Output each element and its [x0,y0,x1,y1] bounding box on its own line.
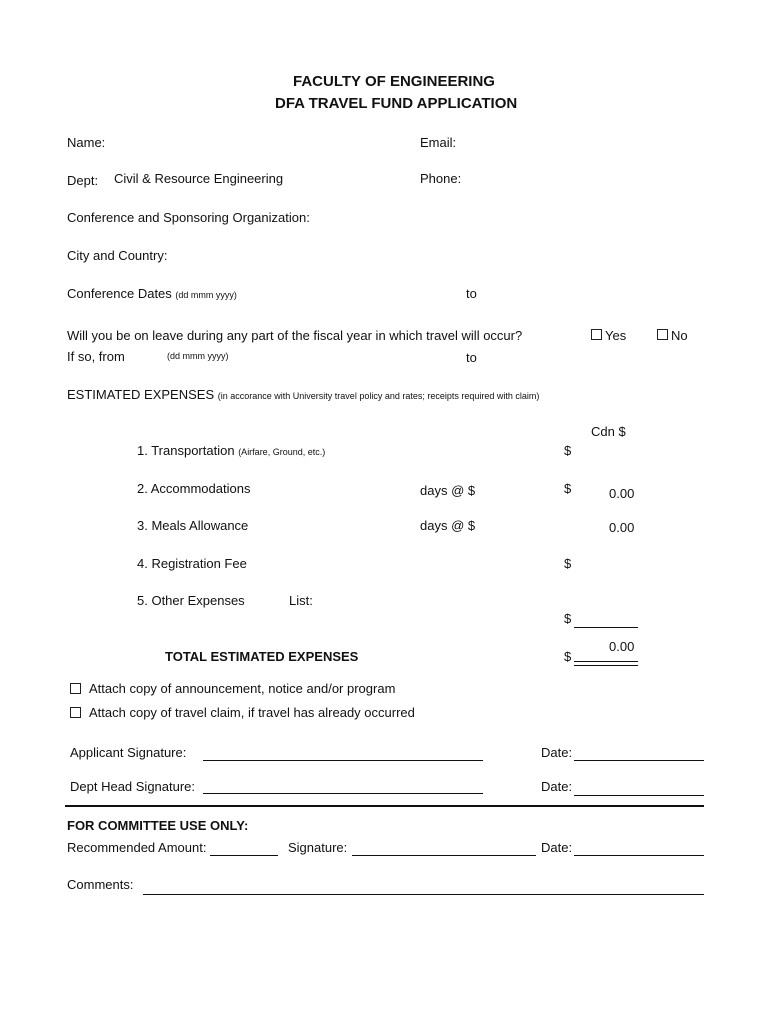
conference-label: Conference and Sponsoring Organization: [67,210,310,225]
registration-dollar: $ [564,556,572,571]
leave-no-checkbox[interactable] [657,329,668,340]
expenses-heading-note: (in accorance with University travel policy and rates; receipts required with claim) [217,391,540,401]
accommodations-amount[interactable]: 0.00 [609,486,635,501]
attach-claim-label: Attach copy of travel claim, if travel has already occurred [89,705,415,720]
committee-date-line[interactable] [574,855,704,856]
registration-label: 4. Registration Fee [137,556,247,571]
accommodations-label: 2. Accommodations [137,481,251,496]
total-double-underline [574,661,638,666]
transportation-label: 1. Transportation [137,443,235,458]
leave-question: Will you be on leave during any part of the fiscal year in which travel will occur? [67,328,523,343]
committee-date-label: Date: [541,840,573,855]
city-country-label: City and Country: [67,248,168,263]
comments-label: Comments: [67,877,134,892]
leave-to-label: to [466,350,477,365]
transportation-note: (Airfare, Ground, etc.) [238,447,326,457]
meals-label: 3. Meals Allowance [137,518,249,533]
transportation-dollar: $ [564,443,572,458]
total-label: TOTAL ESTIMATED EXPENSES [165,649,359,664]
other-expenses-list-label: List: [289,593,313,608]
total-amount: 0.00 [609,639,635,654]
name-label: Name: [67,135,106,150]
form-subtitle: DFA TRAVEL FUND APPLICATION [275,95,518,112]
dept-head-signature-line[interactable] [203,793,483,794]
email-label: Email: [420,135,457,150]
expenses-heading-text: ESTIMATED EXPENSES [67,387,215,402]
comments-line[interactable] [143,894,704,895]
leave-no-label: No [671,328,688,343]
accommodations-days-label: days @ $ [420,483,476,498]
conference-to-label: to [466,286,477,301]
expense-item-transportation [137,444,325,457]
expenses-heading [67,388,539,401]
other-expenses-dollar: $ [564,611,572,626]
recommended-amount-label: Recommended Amount: [67,840,207,855]
dept-head-signature-label: Dept Head Signature: [70,779,196,794]
applicant-signature-label: Applicant Signature: [70,745,187,760]
phone-label: Phone: [420,171,462,186]
other-expenses-label: 5. Other Expenses [137,593,245,608]
total-dollar: $ [564,649,572,664]
dept-field[interactable]: Civil & Resource Engineering [114,171,284,186]
other-expenses-underline [574,627,638,628]
leave-from-label: If so, from [67,349,125,364]
conference-dates-text: Conference Dates [67,286,172,301]
dept-head-date-label: Date: [541,779,573,794]
leave-date-format: (dd mmm yyyy) [167,351,229,361]
form-title: FACULTY OF ENGINEERING [293,73,495,90]
dept-head-date-line[interactable] [574,795,704,796]
accommodations-dollar: $ [564,481,572,496]
conference-dates-label [67,287,237,300]
currency-header: Cdn $ [591,424,626,439]
meals-days-label: days @ $ [420,518,476,533]
applicant-signature-line[interactable] [203,760,483,761]
conference-date-format: (dd mmm yyyy) [175,290,237,300]
leave-yes-label: Yes [605,328,627,343]
leave-yes-checkbox[interactable] [591,329,602,340]
committee-signature-label: Signature: [288,840,348,855]
applicant-date-line[interactable] [574,760,704,761]
dept-label: Dept: [67,173,99,188]
meals-amount[interactable]: 0.00 [609,520,635,535]
committee-divider [65,805,704,807]
committee-signature-line[interactable] [352,855,536,856]
applicant-date-label: Date: [541,745,573,760]
attach-announcement-checkbox[interactable] [70,683,81,694]
committee-heading: FOR COMMITTEE USE ONLY: [67,818,249,833]
attach-claim-checkbox[interactable] [70,707,81,718]
recommended-amount-line[interactable] [210,855,278,856]
attach-announcement-label: Attach copy of announcement, notice and/or program [89,681,396,696]
